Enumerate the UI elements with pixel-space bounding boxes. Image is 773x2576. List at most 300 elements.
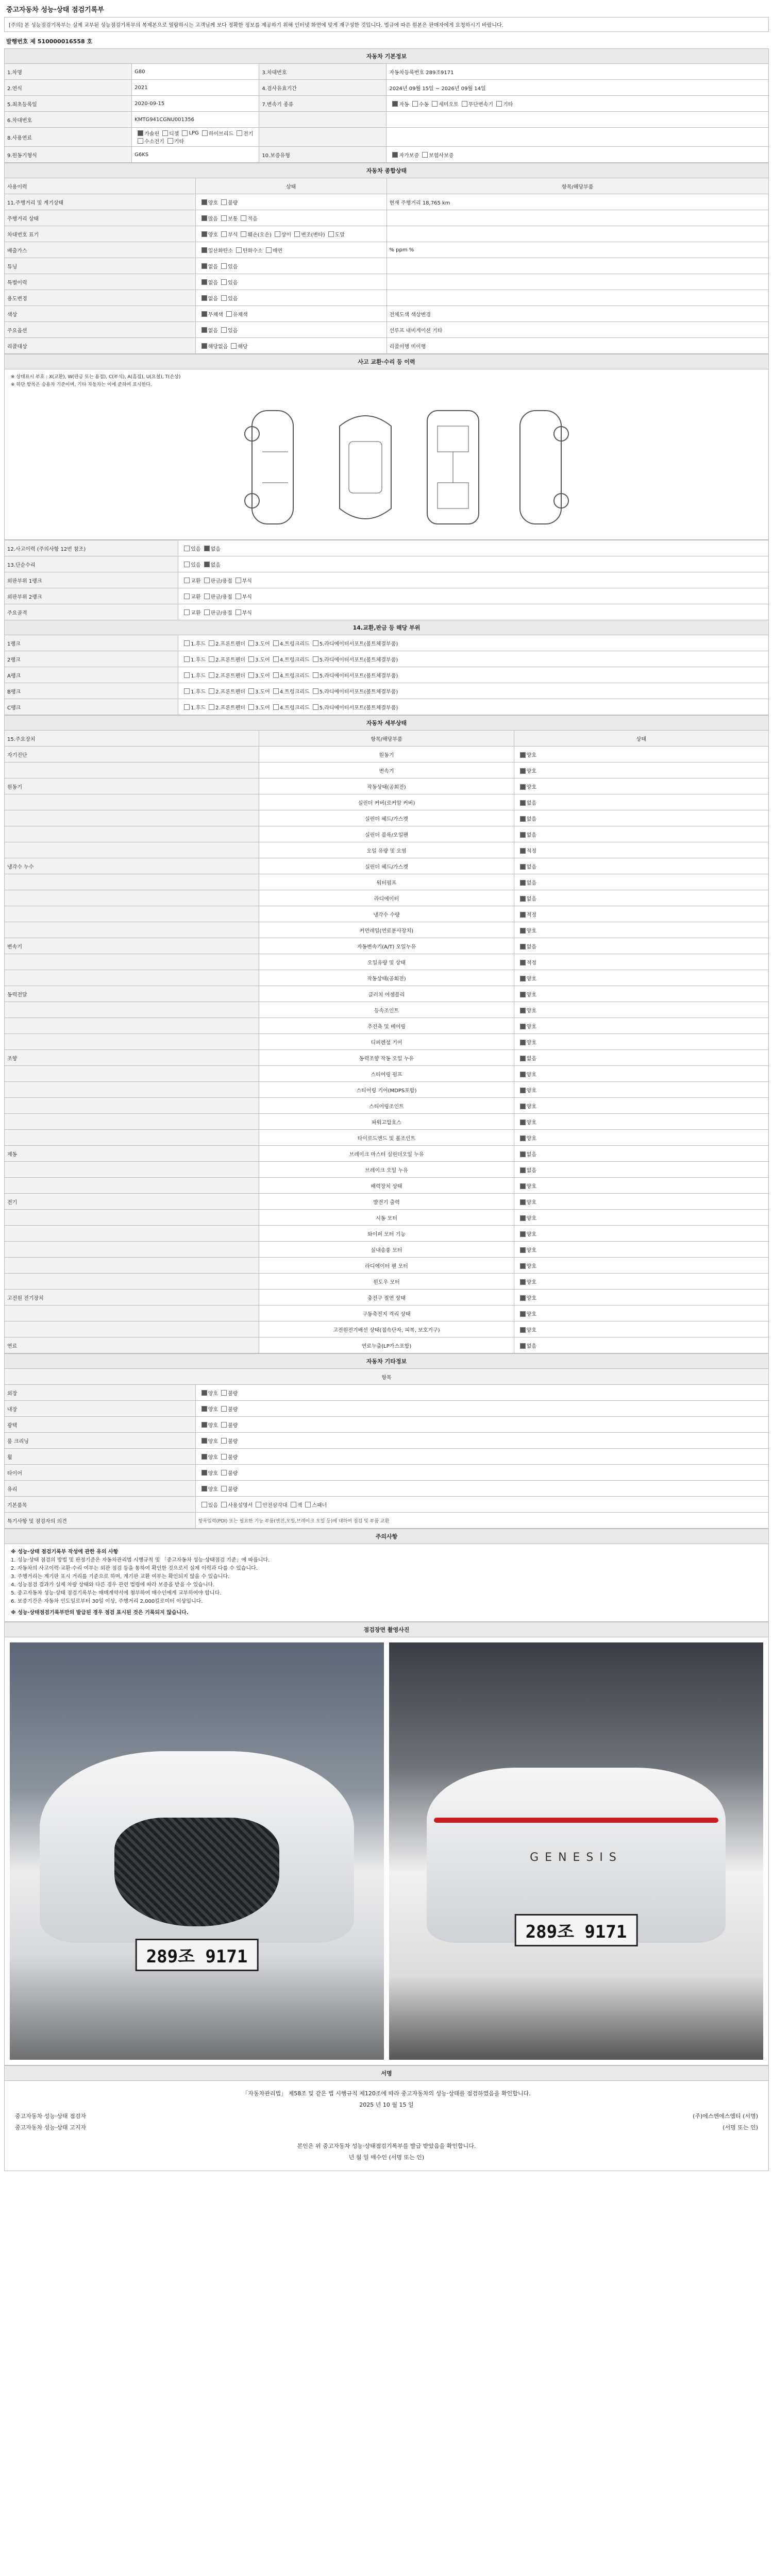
checkbox[interactable]	[520, 1151, 526, 1157]
detail-row	[5, 826, 769, 842]
detail-row	[5, 1337, 769, 1353]
checkbox-label: 5.라디에이터서포트(볼트체결부품)	[319, 705, 398, 711]
grille-shape	[114, 1818, 279, 1926]
row-options	[195, 1433, 768, 1449]
checkbox[interactable]	[221, 295, 227, 301]
checkbox[interactable]	[184, 704, 190, 710]
field-label: 9.원동기형식	[5, 147, 132, 163]
checkbox[interactable]	[209, 656, 214, 662]
checkbox[interactable]	[204, 578, 210, 583]
checkbox[interactable]	[201, 263, 207, 269]
col-header: 상태	[195, 178, 386, 194]
checkbox[interactable]	[520, 1327, 526, 1333]
checkbox[interactable]	[273, 704, 279, 710]
checkbox[interactable]	[520, 912, 526, 918]
extra-row	[5, 1385, 769, 1401]
checkbox-label: 판금/용접	[210, 594, 232, 600]
checkbox-label: 있음	[191, 546, 201, 552]
extra-row	[5, 1449, 769, 1465]
checkbox[interactable]	[496, 101, 502, 107]
row-label: A랭크	[5, 667, 178, 683]
group-label	[5, 970, 259, 986]
checkbox[interactable]	[520, 816, 526, 822]
checkbox-label: LPG	[189, 130, 199, 136]
checkbox-label: 3.도어	[255, 705, 270, 711]
checkbox-label: 매연	[272, 248, 283, 254]
checkbox[interactable]	[201, 1502, 207, 1507]
state-value: 없음	[526, 816, 536, 822]
checkbox[interactable]	[520, 960, 526, 965]
checkbox-label: 1.후드	[191, 657, 206, 663]
item-label: 냉각수 수량	[259, 906, 514, 922]
checkbox[interactable]	[226, 311, 232, 317]
checkbox[interactable]	[520, 1024, 526, 1029]
checkbox-label: 무채색	[208, 312, 223, 318]
state-value: 양호	[526, 768, 536, 774]
checkbox[interactable]	[221, 1390, 227, 1396]
row-options	[195, 1417, 768, 1433]
checkbox[interactable]	[201, 311, 207, 317]
checkbox[interactable]	[221, 1470, 227, 1476]
checkbox-label: 변조(변타)	[301, 232, 325, 238]
checkbox[interactable]	[221, 1486, 227, 1492]
checkbox-label: 디젤	[169, 131, 179, 137]
checkbox[interactable]	[201, 231, 207, 237]
state-value: 양호	[526, 992, 536, 998]
checkbox[interactable]	[273, 672, 279, 678]
item-label: 실내송풍 모터	[259, 1242, 514, 1258]
checkbox[interactable]	[520, 1183, 526, 1189]
checkbox-label: 1.후드	[191, 641, 206, 647]
checkbox[interactable]	[520, 1279, 526, 1285]
checkbox[interactable]	[221, 263, 227, 269]
checkbox[interactable]	[221, 199, 227, 205]
item-label: 실린더 헤드/가스켓	[259, 810, 514, 826]
detail-row	[5, 922, 769, 938]
checkbox[interactable]	[520, 800, 526, 806]
checkbox[interactable]	[209, 640, 214, 646]
detail-row	[5, 1098, 769, 1114]
group-label	[5, 1098, 259, 1114]
frame-row	[5, 651, 769, 667]
col-header: 15.주요장치	[5, 731, 259, 747]
checkbox[interactable]	[201, 247, 207, 253]
checkbox[interactable]	[520, 1311, 526, 1317]
checkbox[interactable]	[204, 546, 210, 551]
checkbox[interactable]	[520, 1295, 526, 1301]
detail-row	[5, 970, 769, 986]
notice-box: [주의] 본 성능점검기록부는 실제 교부된 성능점검기록부의 복제본으로 열람하시는 고객님께 보다 정확한 정보를 제공하기 위해 인터넷 화면에 맞게 재구성한 것입니다. 법규에 따른 원본은 판매자에게 요청하시기 바랍니다.	[4, 17, 769, 32]
row-label: 11.주행거리 및 계기상태	[5, 194, 196, 210]
extra-row	[5, 1433, 769, 1449]
checkbox[interactable]	[520, 1215, 526, 1221]
checkbox[interactable]	[201, 343, 207, 349]
checkbox[interactable]	[520, 1120, 526, 1125]
state-options	[514, 794, 768, 810]
state-options	[514, 922, 768, 938]
checkbox[interactable]	[520, 1167, 526, 1173]
state-options	[514, 938, 768, 954]
checkbox[interactable]	[256, 1502, 261, 1507]
state-options	[514, 1050, 768, 1066]
plate-label: 자동차등록번호	[389, 70, 425, 76]
checkbox[interactable]	[520, 880, 526, 886]
detail-row	[5, 778, 769, 794]
checkbox[interactable]	[248, 704, 254, 710]
checkbox-label: 부식	[242, 610, 252, 616]
frame-row	[5, 635, 769, 651]
item-label: 오일 유량 및 오염	[259, 842, 514, 858]
detail-row	[5, 762, 769, 778]
license-plate: 289조 9171	[515, 1914, 638, 1946]
checkbox[interactable]	[162, 130, 168, 136]
field-value: 2021	[132, 80, 259, 96]
car-side-view-2-icon	[499, 405, 582, 529]
checkbox[interactable]	[201, 1486, 207, 1492]
row-options	[195, 274, 386, 290]
checkbox[interactable]	[201, 215, 207, 221]
accident-detail-table	[4, 540, 769, 715]
detail-row	[5, 1258, 769, 1274]
basic-row	[5, 64, 769, 80]
checkbox[interactable]	[184, 640, 190, 646]
item-label: 오일유량 및 상태	[259, 954, 514, 970]
item-label: 작동상태(공회전)	[259, 778, 514, 794]
row-options	[195, 194, 386, 210]
detail-row	[5, 1178, 769, 1194]
checkbox-label: 5.라디에이터서포트(볼트체결부품)	[319, 657, 398, 663]
checkbox[interactable]	[202, 130, 208, 136]
group-label: 자기진단	[5, 747, 259, 762]
checkbox-label: 적음	[247, 216, 258, 222]
checkbox-label: 1.후드	[191, 705, 206, 711]
checkbox[interactable]	[184, 609, 190, 615]
checkbox[interactable]	[248, 688, 254, 694]
field-label: 6.차대번호	[5, 112, 132, 128]
checkbox[interactable]	[313, 704, 318, 710]
checkbox-label: 있음	[191, 562, 201, 568]
checkbox[interactable]	[241, 231, 246, 237]
checkbox[interactable]	[412, 101, 418, 107]
checkbox[interactable]	[305, 1502, 311, 1507]
checkbox[interactable]	[520, 768, 526, 774]
state-value: 양호	[526, 1183, 536, 1190]
checkbox-label: 3.도어	[255, 657, 270, 663]
checkbox[interactable]	[520, 896, 526, 902]
row-detail: 리콜이행 미이행	[386, 338, 769, 354]
checkbox-label: 도말	[334, 232, 345, 238]
checkbox[interactable]	[201, 295, 207, 301]
detail-row	[5, 1002, 769, 1018]
caution-line: 3. 주행거리는 계기판 표시 거리를 기준으로 하며, 계기판 교환 여부는 확인되지 않을 수 있습니다.	[11, 1574, 230, 1580]
field-value	[386, 96, 769, 112]
checkbox-label: 없음	[208, 328, 219, 334]
checkbox[interactable]	[221, 1438, 227, 1444]
checkbox-label: 2.프론트펜더	[215, 673, 245, 679]
checkbox[interactable]	[201, 1390, 207, 1396]
checkbox[interactable]	[201, 1454, 207, 1460]
checkbox[interactable]	[221, 279, 227, 285]
detail-row	[5, 906, 769, 922]
checkbox[interactable]	[204, 594, 210, 599]
checkbox[interactable]	[266, 247, 272, 253]
state-value: 양호	[526, 784, 536, 790]
checkbox[interactable]	[273, 688, 279, 694]
detail-row	[5, 1066, 769, 1082]
frame-row	[5, 683, 769, 699]
field-label: 7.변속기 종류	[259, 96, 386, 112]
row-detail: 선루프 내비게이션 기타	[386, 322, 769, 338]
checkbox[interactable]	[248, 640, 254, 646]
checkbox[interactable]	[520, 928, 526, 934]
genesis-badge: GENESIS	[530, 1851, 623, 1864]
item-label: 커먼레일(연료분사장치)	[259, 922, 514, 938]
item-label: 스티어링 기어(MDPS포함)	[259, 1082, 514, 1098]
state-options	[514, 1146, 768, 1162]
checkbox[interactable]	[248, 656, 254, 662]
checkbox[interactable]	[248, 672, 254, 678]
state-value: 양호	[526, 1199, 536, 1206]
detail-row	[5, 1274, 769, 1290]
checkbox[interactable]	[167, 138, 173, 144]
checkbox[interactable]	[209, 704, 214, 710]
field-value	[386, 112, 769, 128]
checkbox-label: 스패너	[312, 1502, 327, 1509]
checkbox[interactable]	[221, 231, 227, 237]
row-options	[178, 635, 769, 651]
checkbox[interactable]	[328, 231, 334, 237]
caution-title: ※ 성능·상태 점검기록부 작성에 관한 유의 사항	[11, 1549, 119, 1555]
basic-info-table	[4, 48, 769, 163]
row-detail	[386, 210, 769, 226]
checkbox[interactable]	[313, 656, 318, 662]
section-heading: 사고 교환·수리 등 이력	[5, 354, 769, 369]
checkbox[interactable]	[241, 215, 246, 221]
checkbox[interactable]	[520, 1136, 526, 1141]
checkbox[interactable]	[520, 784, 526, 790]
checkbox[interactable]	[520, 752, 526, 758]
checkbox[interactable]	[520, 1247, 526, 1253]
row-label: B랭크	[5, 683, 178, 699]
checkbox[interactable]	[392, 101, 398, 107]
state-value: 없음	[526, 864, 536, 870]
col-header: 사용이력	[5, 178, 196, 194]
state-options	[514, 762, 768, 778]
checkbox[interactable]	[184, 546, 190, 551]
checkbox[interactable]	[221, 327, 227, 333]
checkbox-label: 탄화수소	[243, 248, 263, 254]
checkbox-label: 불량	[228, 1391, 238, 1397]
group-label	[5, 1178, 259, 1194]
checkbox[interactable]	[236, 578, 241, 583]
row-detail: 현재 주행거리 18,765 km	[386, 194, 769, 210]
state-options	[514, 1114, 768, 1130]
checkbox[interactable]	[201, 1438, 207, 1444]
sign-table	[4, 2065, 769, 2081]
checkbox[interactable]	[520, 1056, 526, 1061]
checkbox[interactable]	[184, 688, 190, 694]
checkbox[interactable]	[221, 1406, 227, 1412]
row-label: 타이어	[5, 1465, 196, 1481]
checkbox-label: 없음	[208, 280, 219, 286]
checkbox[interactable]	[520, 864, 526, 870]
field-value: G6KS	[132, 147, 259, 163]
field-value: KMTG941CGNU001356	[132, 112, 259, 128]
state-value: 양호	[526, 1279, 536, 1285]
detail-row	[5, 842, 769, 858]
state-options	[514, 1242, 768, 1258]
checkbox-label: 잭	[297, 1502, 303, 1509]
checkbox[interactable]	[275, 231, 280, 237]
checkbox-label: 교환	[191, 578, 201, 584]
rear-photo[interactable]	[389, 1642, 763, 2060]
checkbox[interactable]	[236, 594, 241, 599]
checkbox[interactable]	[520, 976, 526, 981]
checkbox-label: 5.라디에이터서포트(볼트체결부품)	[319, 641, 398, 647]
field-value	[386, 64, 769, 80]
checkbox[interactable]	[201, 327, 207, 333]
checkbox[interactable]	[520, 1343, 526, 1349]
field-value: 2024년 09월 15일 ~ 2026년 09월 14일	[386, 80, 769, 96]
group-label: 제동	[5, 1146, 259, 1162]
checkbox[interactable]	[221, 1422, 227, 1428]
checkbox-label: 전기	[243, 131, 254, 137]
checkbox[interactable]	[520, 848, 526, 854]
row-label: 주행거리 상태	[5, 210, 196, 226]
group-label	[5, 1226, 259, 1242]
checkbox[interactable]	[520, 1231, 526, 1237]
checkbox-label: 불량	[228, 1406, 238, 1413]
checkbox-label: 3.도어	[255, 689, 270, 695]
checkbox[interactable]	[231, 343, 237, 349]
row-detail: 전체도색 색상변경	[386, 306, 769, 322]
checkbox[interactable]	[432, 101, 438, 107]
checkbox-label: 교환	[191, 594, 201, 600]
row-options	[195, 226, 386, 242]
checkbox[interactable]	[201, 199, 207, 205]
state-options	[514, 1226, 768, 1242]
checkbox[interactable]	[520, 832, 526, 838]
checkbox[interactable]	[313, 640, 318, 646]
row-label: 유리	[5, 1481, 196, 1497]
checkbox[interactable]	[520, 1040, 526, 1045]
checkbox[interactable]	[209, 672, 214, 678]
item-label: 디퍼렌셜 기어	[259, 1034, 514, 1050]
state-value: 양호	[526, 1263, 536, 1269]
front-photo[interactable]	[10, 1642, 384, 2060]
checkbox[interactable]	[520, 1104, 526, 1109]
checkbox[interactable]	[221, 1454, 227, 1460]
checkbox[interactable]	[520, 1263, 526, 1269]
field-label: 1.차명	[5, 64, 132, 80]
overall-row	[5, 258, 769, 274]
checkbox[interactable]	[392, 152, 398, 158]
row-options	[178, 667, 769, 683]
checkbox[interactable]	[520, 1072, 526, 1077]
checkbox[interactable]	[138, 138, 143, 144]
checkbox[interactable]	[273, 656, 279, 662]
checkbox[interactable]	[422, 152, 428, 158]
checkbox[interactable]	[520, 1008, 526, 1013]
row-options	[178, 556, 769, 572]
checkbox-label: 양호	[208, 200, 219, 206]
checkbox[interactable]	[221, 1502, 227, 1507]
checkbox[interactable]	[184, 594, 190, 599]
row-options	[195, 242, 386, 258]
checkbox-label: 2.프론트펜더	[215, 657, 245, 663]
checkbox[interactable]	[313, 672, 318, 678]
checkbox[interactable]	[184, 562, 190, 567]
checkbox[interactable]	[520, 1199, 526, 1205]
checkbox[interactable]	[182, 130, 188, 136]
state-options	[514, 906, 768, 922]
state-options	[514, 858, 768, 874]
checkbox[interactable]	[520, 944, 526, 950]
group-label	[5, 1162, 259, 1178]
checkbox[interactable]	[204, 562, 210, 567]
checkbox[interactable]	[520, 1088, 526, 1093]
checkbox[interactable]	[201, 1406, 207, 1412]
group-label	[5, 1242, 259, 1258]
group-label: 연료	[5, 1337, 259, 1353]
checkbox-label: 없음	[210, 562, 221, 568]
photo-gallery	[4, 1637, 769, 2065]
car-top-view-icon	[324, 405, 407, 529]
caution-line: 6. 보증기간은 자동차 인도일로부터 30일 이상, 주행거리 2,000킬로미터 이상입니다.	[11, 1599, 203, 1604]
checkbox[interactable]	[204, 609, 210, 615]
checkbox[interactable]	[520, 992, 526, 997]
checkbox[interactable]	[236, 609, 241, 615]
group-label	[5, 810, 259, 826]
group-label	[5, 1210, 259, 1226]
col-header: 항목	[5, 1369, 769, 1385]
checkbox[interactable]	[201, 1470, 207, 1476]
row-label: 리콜대상	[5, 338, 196, 354]
checkbox-label: 보통	[228, 216, 238, 222]
row-label: 룸 크리닝	[5, 1433, 196, 1449]
checkbox[interactable]	[184, 672, 190, 678]
checkbox[interactable]	[184, 578, 190, 583]
checkbox[interactable]	[236, 247, 242, 253]
opinion-row	[5, 1513, 769, 1529]
photo-table	[4, 1622, 769, 1637]
checkbox[interactable]	[237, 130, 242, 136]
checkbox[interactable]	[294, 231, 300, 237]
checkbox[interactable]	[291, 1502, 296, 1507]
row-options	[195, 1481, 768, 1497]
checkbox[interactable]	[462, 101, 467, 107]
sign-date: 2025 년 10 월 15 일	[359, 2102, 414, 2108]
row-options	[195, 322, 386, 338]
opinion-text: 항목입력(PDI) 또는 필요한 기능 부품(엔진,오일,브레이크 오일 등)에 대하여 점검 및 부품 교환	[195, 1513, 768, 1529]
checkbox[interactable]	[221, 215, 227, 221]
checkbox[interactable]	[209, 688, 214, 694]
checkbox[interactable]	[273, 640, 279, 646]
checkbox[interactable]	[313, 688, 318, 694]
detail-row	[5, 858, 769, 874]
checkbox[interactable]	[201, 279, 207, 285]
item-label: 충전구 절연 상태	[259, 1290, 514, 1306]
detail-row	[5, 1082, 769, 1098]
detail-row	[5, 1050, 769, 1066]
field-label: 8.사용연료	[5, 128, 132, 147]
extra-table	[4, 1353, 769, 1529]
state-value: 없음	[526, 1056, 536, 1062]
checkbox[interactable]	[201, 1422, 207, 1428]
checkbox[interactable]	[184, 656, 190, 662]
receipt-statement: 본인은 위 중고자동차 성능·상태점검기록부를 발급 받았음을 확인합니다.	[297, 2143, 476, 2149]
checkbox[interactable]	[138, 130, 143, 136]
